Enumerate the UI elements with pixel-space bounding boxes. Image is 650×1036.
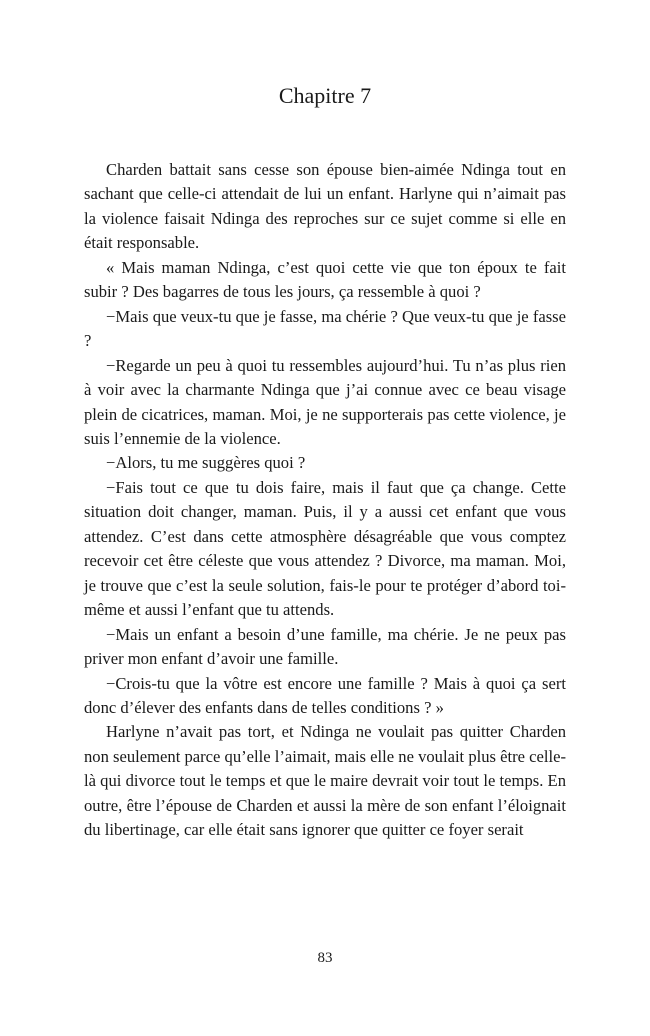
paragraph-1: Charden battait sans cesse son épouse bien-aimée Ndinga tout en sachant que celle-ci attendait de lui un enfant. Harlyne qui n’aimait pas la violence faisait Ndinga des reproches sur ce sujet comme si elle en était responsable. xyxy=(84,160,566,253)
page-number: 83 xyxy=(317,950,333,966)
chapter-title: Chapitre 7 xyxy=(278,83,372,108)
paragraph-8: −Crois-tu que la vôtre est encore une famille ? Mais à quoi ça sert donc d’élever des enfants dans de telles conditions ? » xyxy=(84,673,566,717)
paragraph-9: Harlyne n’avait pas tort, et Ndinga ne voulait pas quitter Charden non seulement parce qu’elle l’aimait, mais elle ne voulait plus être celle-là qui divorce tout le temps et que le maire devrait voir tout le temps. En outre, être l’épouse de Charden et aussi la mère de son enfant l’éloignait du libertinage, car elle était sans ignorer que quitter ce foyer serait xyxy=(84,722,566,840)
paragraph-6: −Fais tout ce que tu dois faire, mais il faut que ça change. Cette situation doit changer, maman. Puis, il y a aussi cet enfant que vous attendez. C’est dans cette atmosphère désagréable que vous comptez recevoir cet être céleste que vous attendez ? Divorce, ma maman. Moi, je trouve que c’est la seule solution, fais-le pour te protéger d’abord toi-même et aussi l’enfant que tu attends. xyxy=(84,477,566,620)
paragraph-5: −Alors, tu me suggères quoi ? xyxy=(106,453,306,473)
paragraph-2: « Mais maman Ndinga, c’est quoi cette vie que ton époux te fait subir ? Des bagarres de tous les jours, ça ressemble à quoi ? xyxy=(84,257,566,302)
paragraph-7: −Mais un enfant a besoin d’une famille, ma chérie. Je ne peux pas priver mon enfant d’avoir une famille. xyxy=(84,624,566,669)
body-text xyxy=(84,158,566,843)
paragraph-4: −Regarde un peu à quoi tu ressembles aujourd’hui. Tu n’as plus rien à voir avec la charmante Ndinga que j’ai connue avec ce beau visage plein de cicatrices, maman. Moi, je ne supporterais pas cette violence, je suis l’ennemie de la violence. xyxy=(84,355,566,448)
paragraph-3: −Mais que veux-tu que je fasse, ma chérie ? Que veux-tu que je fasse ? xyxy=(84,306,566,351)
